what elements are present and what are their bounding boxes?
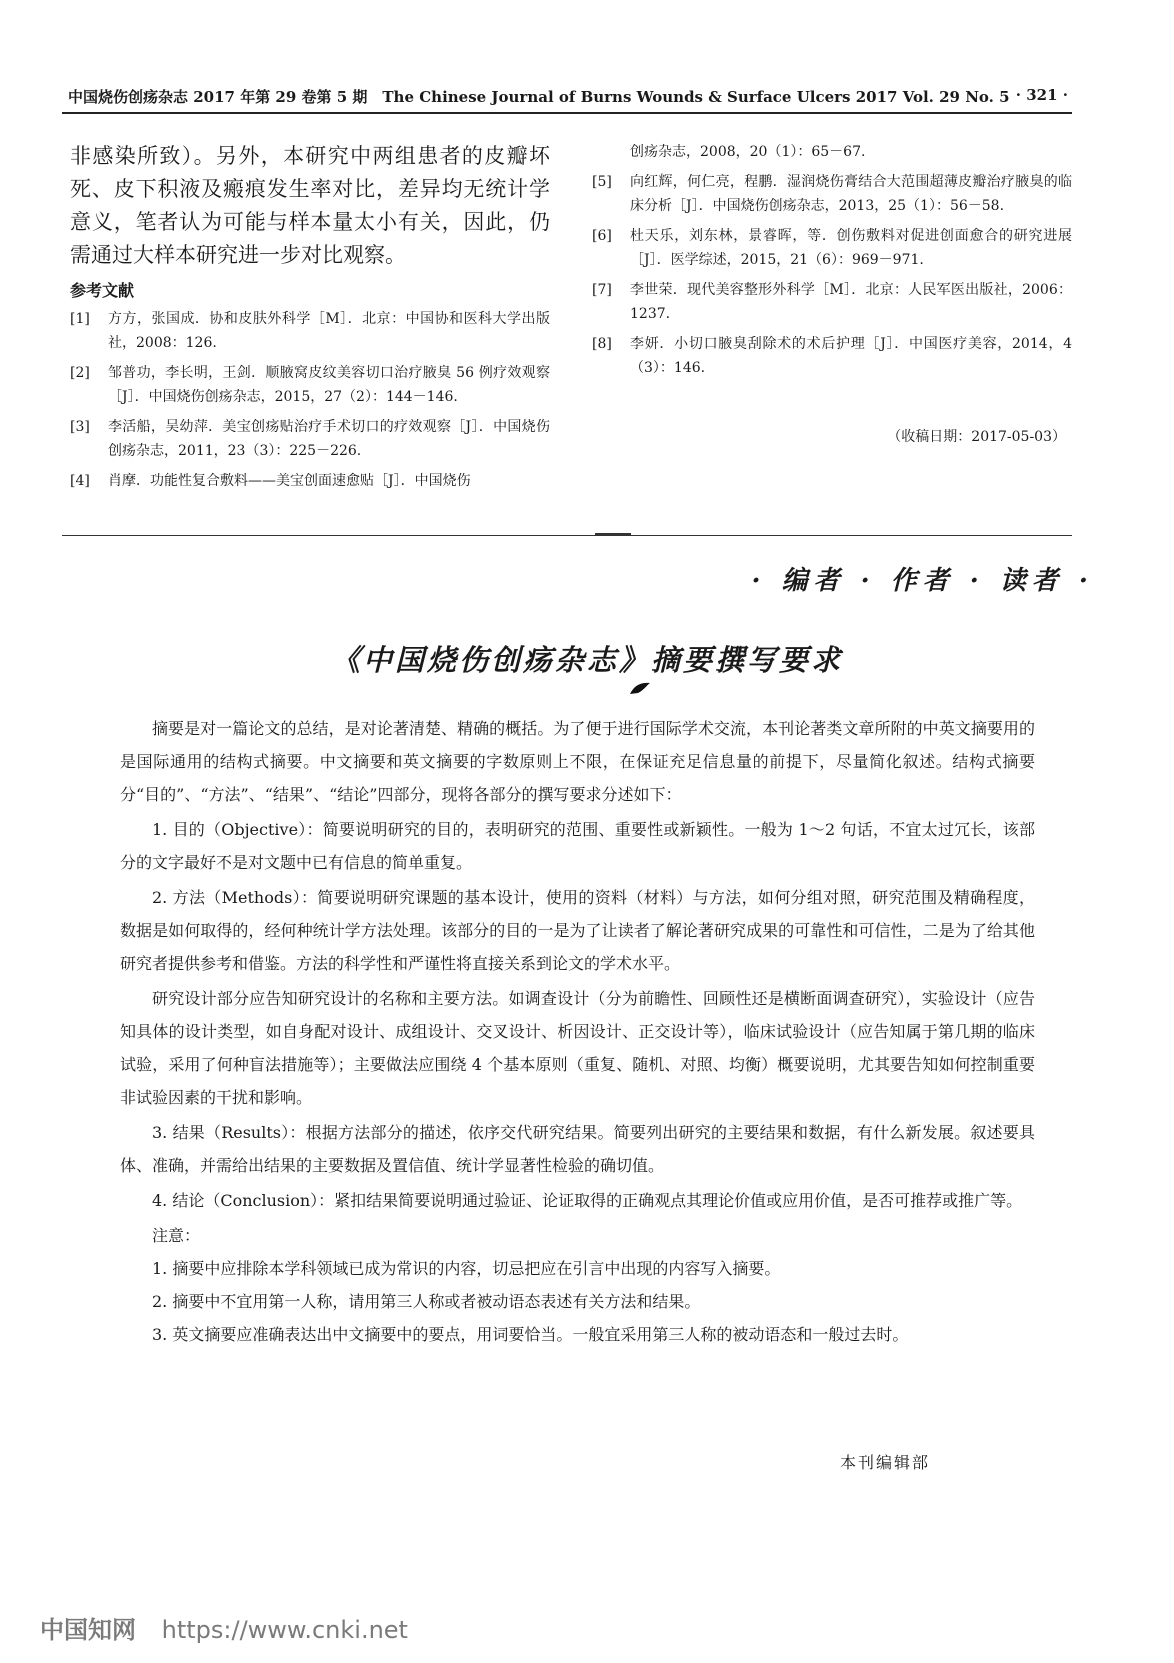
reference-text: 肖摩．功能性复合敷料——美宝创面速愈贴［J］．中国烧伤 <box>108 473 471 489</box>
article-paragraph: 3. 结果（Results）：根据方法部分的描述，依序交代研究结果。简要列出研究的主要结果和数据，有什么新发展。叙述要具体、准确，并需给出结果的主要数据及置信值、统计学显著性检验的确切值。 <box>120 1123 1035 1175</box>
reference-text: 创疡杂志，2008，20（1）：65－67. <box>630 144 866 160</box>
cnki-logo: 中国知网 <box>40 1616 136 1644</box>
reference-text: 李活船，吴幼萍．美宝创疡贴治疗手术切口的疗效观察［J］．中国烧伤创疡杂志，2011，23（3）：225－226. <box>108 419 550 459</box>
article-paragraph: 摘要是对一篇论文的总结，是对论著清楚、精确的概括。为了便于进行国际学术交流，本刊论著类文章所附的中英文摘要用的是国际通用的结构式摘要。中文摘要和英文摘要的字数原则上不限，在保证充足信息量的前提下，尽量简化叙述。结构式摘要分“目的”、“方法”、“结果”、“结论”四部分，现将各部分的撰写要求分述如下： <box>120 719 1035 804</box>
reference-item <box>592 278 1072 326</box>
article-paragraph: 2. 方法（Methods）：简要说明研究课题的基本设计，使用的资料（材料）与方法，如何分组对照，研究范围及精确程度，数据是如何取得的，经何种统计学方法处理。该部分的目的一是为了让读者了解论著研究成果的可靠性和可信性，二是为了给其他研究者提供参考和借鉴。方法的科学性和严谨性将直接关系到论文的学术水平。 <box>120 888 1035 973</box>
references-heading: 参考文献 <box>70 281 135 300</box>
page-number: · 321 · <box>1015 86 1068 104</box>
received-date: （收稿日期：2017-05-03） <box>887 429 1066 445</box>
reference-continuation <box>592 140 1072 164</box>
reference-text: 李世荣．现代美容整形外科学［M］．北京：人民军医出版社，2006：1237. <box>630 282 1072 322</box>
reference-text: 向红辉，何仁亮，程鹏．湿润烧伤膏结合大范围超薄皮瓣治疗腋臭的临床分析［J］．中国烧伤创疡杂志，2013，25（1）：56－58. <box>630 174 1072 214</box>
reference-number: [4] <box>70 473 90 489</box>
notes-heading: 注意： <box>152 1226 201 1245</box>
reference-number: [3] <box>70 419 90 435</box>
article-paragraph: 研究设计部分应告知研究设计的名称和主要方法。如调查设计（分为前瞻性、回顾性还是横断面调查研究），实验设计（应告知具体的设计类型，如自身配对设计、成组设计、交叉设计、析因设计、正交设计等），临床试验设计（应告知属于第几期的临床试验，采用了何种盲法措施等）；主要做法应围绕 4 个基本原则（重复、随机、对照、均衡）概要说明，尤其要告知如何控制重要非试验因素的干扰和影响。 <box>120 989 1035 1107</box>
reference-item <box>592 170 1072 218</box>
note-item: 1. 摘要中应排除本学科领域已成为常识的内容，切忌把应在引言中出现的内容写入摘要。 <box>152 1259 781 1278</box>
section-divider-mark <box>595 533 631 536</box>
reference-number: [6] <box>592 228 612 244</box>
section-divider <box>62 535 1072 536</box>
reference-number: [1] <box>70 311 90 327</box>
header-rule <box>62 112 1072 114</box>
column-label: · 编者 · 作者 · 读者 · <box>751 566 1094 596</box>
reference-item <box>592 332 1072 380</box>
reference-text: 邹普功，李长明，王剑．顺腋窝皮纹美容切口治疗腋臭 56 例疗效观察［J］．中国烧伤创疡杂志，2015，27（2）：144－146. <box>108 365 550 405</box>
running-header <box>68 86 1068 110</box>
reference-item <box>70 361 550 409</box>
reference-item <box>70 415 550 463</box>
reference-text: 方方，张国成．协和皮肤外科学［M］．北京：中国协和医科大学出版社，2008：126. <box>108 311 550 351</box>
watermark-footer <box>40 1610 408 1645</box>
reference-item <box>70 307 550 355</box>
journal-citation: 中国烧伤创疡杂志 2017 年第 29 卷第 5 期 The Chinese Journal of Burns Wounds & Surface Ulcers 2017 Vol. 29 No. 5 <box>68 88 1010 106</box>
cnki-url: https://www.cnki.net <box>161 1616 408 1644</box>
right-column <box>592 140 1072 446</box>
reference-number: [7] <box>592 282 612 298</box>
reference-number: [2] <box>70 365 90 381</box>
reference-number: [5] <box>592 174 612 190</box>
editorial-signature: 本刊编辑部 <box>839 1453 930 1472</box>
reference-item <box>592 224 1072 272</box>
article-paragraph: 1. 目的（Objective）：简要说明研究的目的，表明研究的范围、重要性或新颖性。一般为 1～2 句话，不宜太过冗长，该部分的文字最好不是对文题中已有信息的简单重复。 <box>120 820 1035 872</box>
article-paragraph: 4. 结论（Conclusion）：紧扣结果简要说明通过验证、论证取得的正确观点其理论价值或应用价值，是否可推荐或推广等。 <box>152 1191 1023 1210</box>
reference-text: 杜天乐，刘东林，景睿晖，等．创伤敷料对促进创面愈合的研究进展［J］．医学综述，2015，21（6）：969－971. <box>630 228 1072 268</box>
article-body <box>120 712 1035 1351</box>
note-item: 3. 英文摘要应准确表达出中文摘要中的要点，用词要恰当。一般宜采用第三人称的被动语态和一般过去时。 <box>152 1325 909 1344</box>
left-column <box>70 140 550 499</box>
ink-mark-icon <box>628 680 654 696</box>
reference-number: [8] <box>592 336 612 352</box>
reference-text: 李妍．小切口腋臭刮除术的术后护理［J］．中国医疗美容，2014，4（3）：146. <box>630 336 1072 376</box>
body-paragraph: 非感染所致）。另外，本研究中两组患者的皮瓣坏死、皮下积液及瘢痕发生率对比，差异均无统计学意义，笔者认为可能与样本量太小有关，因此，仍需通过大样本研究进一步对比观察。 <box>70 144 550 267</box>
reference-item <box>70 469 550 493</box>
article-title: 《中国烧伤创疡杂志》摘要撰写要求 <box>330 643 843 677</box>
note-item: 2. 摘要中不宜用第一人称，请用第三人称或者被动语态表述有关方法和结果。 <box>152 1292 701 1311</box>
